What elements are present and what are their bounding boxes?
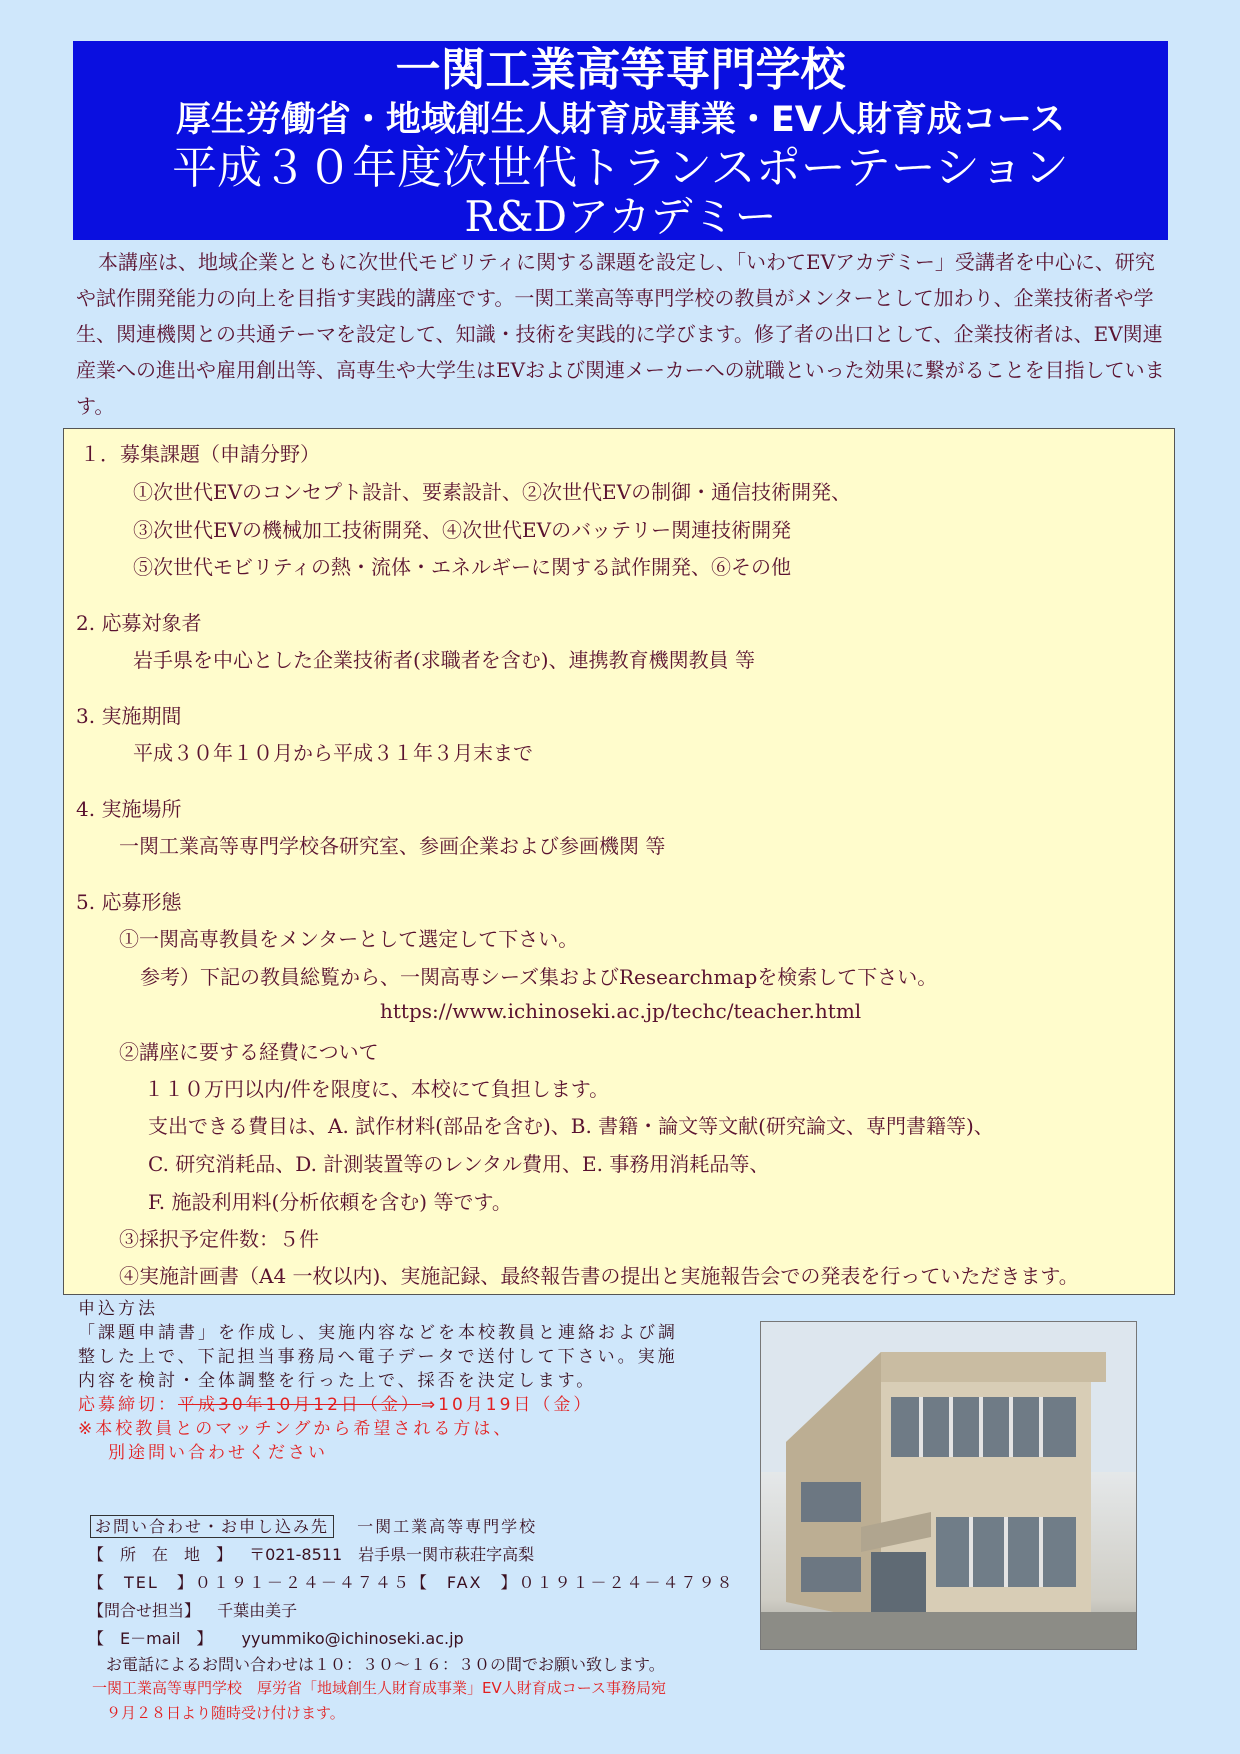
section-2-line-1: 岩手県を中心とした企業技術者(求職者を含む)、連携教育機関教員 等 bbox=[133, 648, 755, 672]
section-3-line-1: 平成３０年１０月から平成３１年３月末まで bbox=[133, 741, 533, 765]
deadline-arrow: ⇒ bbox=[420, 1395, 439, 1415]
school-name: 一関工業高等専門学校 bbox=[395, 43, 846, 96]
apply-body: 「課題申請書」を作成し、実施内容などを本校教員と連絡および調整した上で、下記担当事務局へ電子データで送付して下さい。実施内容を検討・全体調整を行った上で、採否を決定します。 bbox=[78, 1323, 678, 1391]
section-1-line-1: ①次世代EVのコンセプト設計、要素設計、②次世代EVの制御・通信技術開発、 bbox=[133, 480, 852, 504]
header-banner bbox=[73, 41, 1168, 240]
section-5-line-9: ④実施計画書（A4 一枚以内)、実施記録、最終報告書の提出と実施報告会での発表を行っていただきます。 bbox=[119, 1264, 1079, 1288]
page-title: 平成３０年度次世代トランスポーテーション bbox=[172, 141, 1069, 194]
tel-label: 【 TEL 】 bbox=[88, 1573, 195, 1592]
phone-hours: お電話によるお問い合わせは１０：３０～１６：３０の間でお願い致します。 bbox=[106, 1655, 665, 1674]
email-label: 【 E－mail 】 bbox=[88, 1629, 213, 1648]
deadline-new: 10月19日（金） bbox=[438, 1395, 594, 1415]
section-1-line-3: ⑤次世代モビリティの熱・流体・エネルギーに関する試作開発、⑥その他 bbox=[133, 555, 791, 579]
section-3-title: 3. 実施期間 bbox=[76, 704, 182, 728]
details-box bbox=[63, 428, 1175, 1295]
section-2-title: 2. 応募対象者 bbox=[76, 611, 202, 635]
address: 〒021-8511 岩手県一関市萩荘字高梨 bbox=[249, 1545, 535, 1564]
fax-label: 【 FAX 】 bbox=[410, 1573, 519, 1592]
matching-note: ※本校教員とのマッチングから希望される方は、 bbox=[78, 1419, 514, 1439]
section-5-title: 5. 応募形態 bbox=[76, 890, 182, 914]
page-subtitle: R&Dアカデミー bbox=[464, 192, 777, 241]
email-link[interactable]: yyummiko@ichinoseki.ac.jp bbox=[241, 1629, 464, 1648]
contact-org: 一関工業高等専門学校 bbox=[357, 1517, 538, 1536]
section-4-title: 4. 実施場所 bbox=[76, 797, 182, 821]
deadline-label: 応募締切： bbox=[78, 1395, 178, 1415]
program-name: 厚生労働省・地域創生人財育成事業・EV人財育成コース bbox=[175, 100, 1066, 140]
submission-destination: 一関工業高等専門学校 厚労省「地域創生人財育成事業」EV人財育成コース事務局宛 bbox=[92, 1679, 666, 1697]
contact-person: 千葉由美子 bbox=[217, 1601, 298, 1620]
deadline-old: 平成30年10月12日（金） bbox=[178, 1395, 421, 1415]
section-5-line-2: 参考）下記の教員総覧から、一関高専シーズ集およびResearchmapを検索して下さい。 bbox=[140, 965, 938, 989]
building-illustration bbox=[761, 1322, 1136, 1649]
section-5-line-1: ①一関高専教員をメンターとして選定して下さい。 bbox=[119, 927, 579, 951]
address-label: 【 所 在 地 】 bbox=[88, 1545, 233, 1564]
section-5-line-8: ③採択予定件数：５件 bbox=[119, 1227, 319, 1251]
matching-note-2: 別途問い合わせください bbox=[108, 1443, 328, 1463]
person-label: 【問合せ担当】 bbox=[88, 1601, 201, 1620]
application-method bbox=[78, 1297, 678, 1465]
teacher-list-link[interactable]: https://www.ichinoseki.ac.jp/techc/teacher.html bbox=[380, 999, 862, 1023]
fax-number: ０１９１－２４－４７９８ bbox=[518, 1573, 735, 1592]
school-building-photo bbox=[760, 1321, 1137, 1650]
section-5-line-4: １１０万円以内/件を限度に、本校にて負担します。 bbox=[144, 1077, 610, 1101]
section-5-line-3: ②講座に要する経費について bbox=[119, 1040, 379, 1064]
section-5-line-5: 支出できる費目は、A. 試作材料(部品を含む)、B. 書籍・論文等文献(研究論文、専門書籍等)、 bbox=[148, 1114, 994, 1138]
section-5-line-7: F. 施設利用料(分析依頼を含む) 等です。 bbox=[148, 1190, 512, 1214]
section-4-line-1: 一関工業高等専門学校各研究室、参画企業および参画機関 等 bbox=[119, 834, 666, 858]
apply-heading: 申込方法 bbox=[78, 1299, 158, 1319]
section-5-line-6: C. 研究消耗品、D. 計測装置等のレンタル費用、E. 事務用消耗品等、 bbox=[148, 1152, 770, 1176]
contact-label: お問い合わせ・お申し込み先 bbox=[90, 1515, 334, 1538]
section-1-title: １．募集課題（申請分野） bbox=[80, 442, 320, 466]
deadline-line bbox=[78, 1393, 678, 1417]
tel-number: ０１９１－２４－４７４５ bbox=[194, 1573, 411, 1592]
intro-paragraph: 本講座は、地域企業とともに次世代モビリティに関する課題を設定し、「いわてEVアカデミー」受講者を中心に、研究や試作開発能力の向上を目指す実践的講座です。一関工業高等専門学校の教員がメンターとして加わり、企業技術者や学生、関連機関との共通テーマを設定して、知識・技術を実践的に学びます。修了者の出口として、企業技術者は、EV関連産業への進出や雇用創出等、高専生や大学生はEVおよび関連メーカーへの就職といった効果に繋がることを目指しています。 bbox=[76, 250, 1165, 418]
accepting-from: ９月２８日より随時受け付けます。 bbox=[106, 1704, 345, 1722]
section-1-line-2: ③次世代EVの機械加工技術開発、④次世代EVのバッテリー関連技術開発 bbox=[133, 518, 792, 542]
